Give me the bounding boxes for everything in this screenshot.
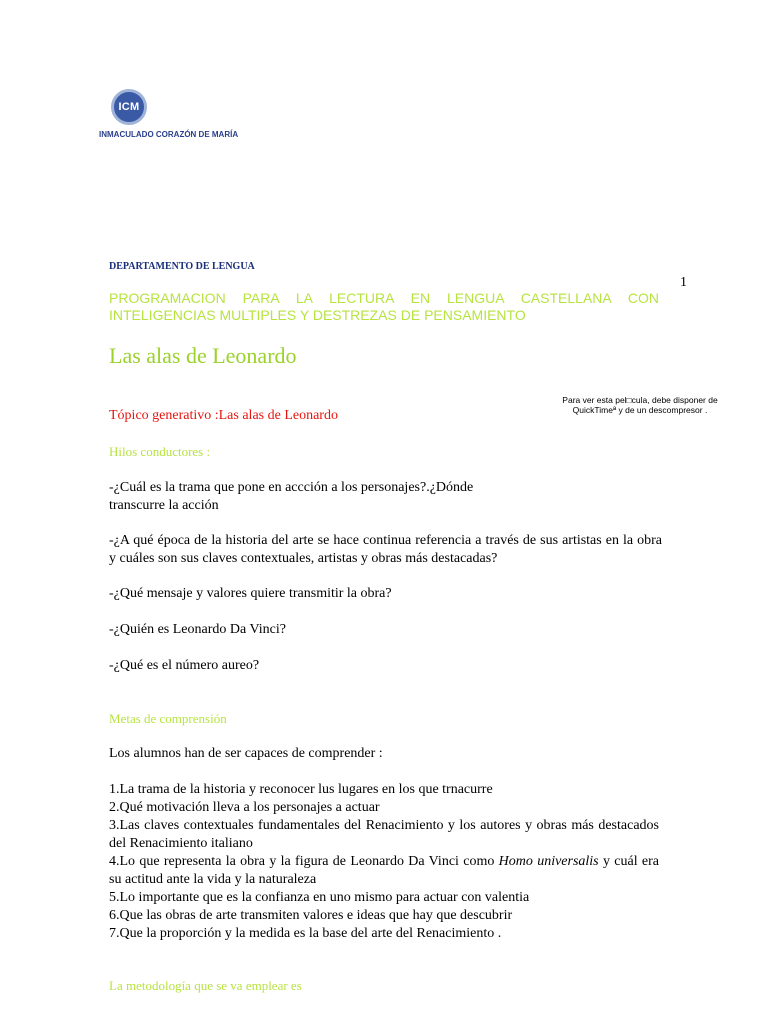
topico-generativo: Tópico generativo :Las alas de Leonardo: [109, 408, 338, 423]
question-1-line-1: -¿Cuál es la trama que pone en accción a los personajes?.¿Dónde: [109, 480, 474, 495]
hilos-heading: Hilos conductores :: [109, 444, 211, 459]
goal-7: 7.Que la proporción y la medida es la base del arte del Renacimiento .: [109, 926, 502, 941]
question-4: -¿Quién es Leonardo Da Vinci?: [109, 622, 286, 637]
goal-2: 2.Qué motivación lleva a los personajes a actuar: [109, 800, 380, 815]
question-2: -¿A qué época de la historia del arte se hace continua referencia a través de sus artistas en la obra y cuáles son sus claves contextuales, artistas y obras más destacadas?: [109, 533, 662, 566]
question-1-line-2: transcurre la acción: [109, 498, 219, 513]
department-heading: DEPARTAMENTO DE LENGUA: [109, 261, 255, 272]
metodologia-heading: La metodología que se va emplear es: [109, 978, 302, 993]
metas-heading: Metas de comprensión: [109, 711, 227, 726]
logo-initials: ICM: [118, 101, 140, 113]
goal-3: 3.Las claves contextuales fundamentales del Renacimiento y los autores y obras más destacados del Renacimiento italiano: [109, 818, 659, 851]
question-3: -¿Qué mensaje y valores quiere transmitir la obra?: [109, 586, 392, 601]
goal-4: [109, 853, 659, 889]
goal-4-italic-term: Homo universalis: [498, 854, 599, 869]
question-5: -¿Qué es el número aureo?: [109, 658, 260, 673]
logo-caption: INMACULADO CORAZÓN DE MARÍA: [99, 130, 239, 139]
goal-6: 6.Que las obras de arte transmiten valores e ideas que hay que descubrir: [109, 908, 513, 923]
program-title: PROGRAMACION PARA LA LECTURA EN LENGUA CASTELLANA CON INTELIGENCIAS MULTIPLES Y DESTREZAS DE PENSAMIENTO: [109, 290, 659, 323]
goal-1: 1.La trama de la historia y reconocer lus lugares en los que trnacurre: [109, 782, 493, 797]
goals-intro: Los alumnos han de ser capaces de comprender :: [109, 746, 383, 761]
school-logo-icon: [111, 89, 147, 125]
goal-5: 5.Lo importante que es la confianza en uno mismo para actuar con valentia: [109, 890, 530, 905]
quicktime-placeholder-note: Para ver esta pel□cula, debe disponer de QuickTimeª y de un descompresor .: [562, 395, 718, 415]
page-number: 1: [680, 275, 687, 290]
book-title: Las alas de Leonardo: [109, 343, 297, 368]
goals-list: [109, 781, 659, 943]
goal-4-text-start: 4.Lo que representa la obra y la figura de Leonardo Da Vinci como: [109, 854, 499, 869]
goal-4-text-end: y cuál era su actitud ante la vida y la naturaleza: [109, 854, 659, 887]
